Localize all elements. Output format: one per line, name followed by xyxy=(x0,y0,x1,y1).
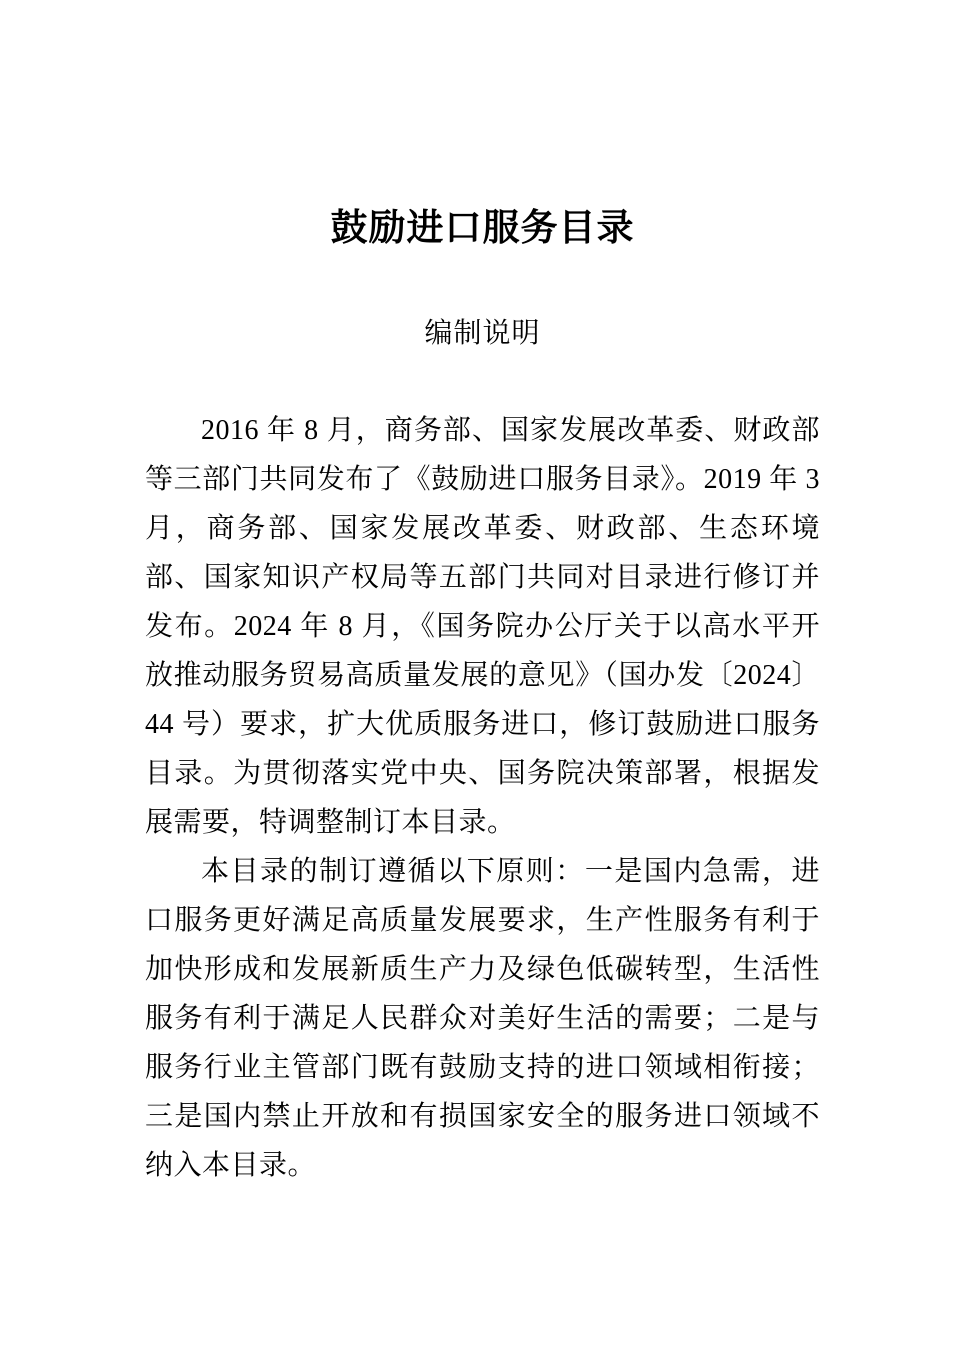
body-paragraph-1: 2016 年 8 月，商务部、国家发展改革委、财政部等三部门共同发布了《鼓励进口服务目录》。2019 年 3 月，商务部、国家发展改革委、财政部、生态环境部、国家知识产权局等五部门共同对目录进行修订并发布。2024 年 8 月，《国务院办公厅关于以高水平开放推动服务贸易高质量发展的意见》（国办发〔2024〕44 号）要求，扩大优质服务进口，修订鼓励进口服务目录。为贯彻落实党中央、国务院决策部署，根据发展需要，特调整制订本目录。 xyxy=(145,415,820,838)
document-body xyxy=(145,406,820,1190)
document-subtitle: 编制说明 xyxy=(424,317,541,348)
document-title: 鼓励进口服务目录 xyxy=(330,208,635,249)
body-paragraph-2: 本目录的制订遵循以下原则：一是国内急需，进口服务更好满足高质量发展要求，生产性服务有利于加快形成和发展新质生产力及绿色低碳转型，生活性服务有利于满足人民群众对美好生活的需要；二是与服务行业主管部门既有鼓励支持的进口领域相衔接；三是国内禁止开放和有损国家安全的服务进口领域不纳入本目录。 xyxy=(145,856,820,1181)
